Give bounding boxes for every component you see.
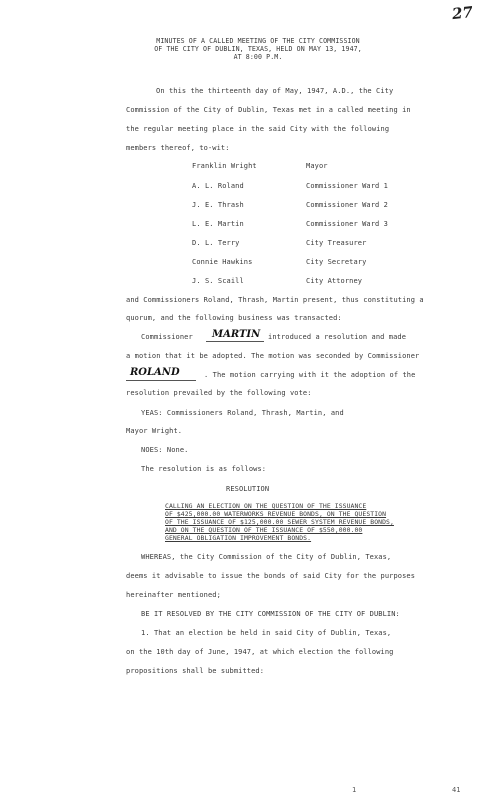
scan-mark: 1 <box>352 786 357 794</box>
member-name: L. E. Martin <box>192 220 244 228</box>
opening-line-2: Commission of the City of Dublin, Texas met in a called meeting in <box>126 106 411 114</box>
section-1-line-3: propositions shall be submitted: <box>126 667 265 675</box>
handwritten-seconder-name: ROLAND <box>130 367 180 378</box>
quorum-line-2: quorum, and the following business was transacted: <box>126 314 342 322</box>
member-title: Commissioner Ward 2 <box>306 201 388 209</box>
member-name: J. E. Thrash <box>192 201 244 209</box>
resolution-title-line-3: OF THE ISSUANCE OF $125,000.00 SEWER SYSTEM REVENUE BONDS, <box>165 518 394 526</box>
member-title: Commissioner Ward 3 <box>306 220 388 228</box>
heading-line-2: OF THE CITY OF DUBLIN, TEXAS, HELD ON MAY 13, 1947, <box>154 45 362 53</box>
resolution-heading: RESOLUTION <box>226 485 270 493</box>
seconder-underline <box>126 380 196 381</box>
quorum-line-1: and Commissioners Roland, Thrash, Martin present, thus constituting a <box>126 296 424 304</box>
motion-line-1-end: introduced a resolution and made <box>268 333 407 341</box>
opening-line-3: the regular meeting place in the said City with the following <box>126 125 390 133</box>
whereas-line-1: WHEREAS, the City Commission of the City of Dublin, Texas, <box>141 553 392 561</box>
heading-line-1: MINUTES OF A CALLED MEETING OF THE CITY COMMISSION <box>156 37 360 45</box>
whereas-line-3: hereinafter mentioned; <box>126 591 221 599</box>
opening-line-4: members thereof, to-wit: <box>126 144 230 152</box>
motion-line-4: resolution prevailed by the following vote: <box>126 389 312 397</box>
member-name: Franklin Wright <box>192 162 257 170</box>
opening-line-1: On this the thirteenth day of May, 1947, A.D., the City <box>156 87 394 95</box>
resolution-title-line-5: GENERAL OBLIGATION IMPROVEMENT BONDS. <box>165 534 312 542</box>
yeas-line-1: YEAS: Commissioners Roland, Thrash, Martin, and <box>141 409 344 417</box>
handwritten-mover-name: MARTIN <box>212 329 261 340</box>
member-title: Mayor <box>306 162 328 170</box>
member-name: A. L. Roland <box>192 182 244 190</box>
member-name: J. S. Scaill <box>192 277 244 285</box>
member-title: City Attorney <box>306 277 363 285</box>
member-title: Commissioner Ward 1 <box>306 182 388 190</box>
resolution-title-line-4: AND ON THE QUESTION OF THE ISSUANCE OF $550,000.00 <box>165 526 363 534</box>
noes-line: NOES: None. <box>141 446 189 454</box>
yeas-line-2: Mayor Wright. <box>126 427 183 435</box>
resolution-title-line-2: OF $425,000.00 WATERWORKS REVENUE BONDS, ON THE QUESTION <box>165 510 387 518</box>
mover-underline <box>206 341 264 342</box>
resolution-title-line-1: CALLING AN ELECTION ON THE QUESTION OF THE ISSUANCE <box>165 502 367 510</box>
motion-line-3-end: . The motion carrying with it the adoption of the <box>204 371 416 379</box>
motion-line-2: a motion that it be adopted. The motion was seconded by Commissioner <box>126 352 420 360</box>
scan-mark: 41 <box>452 786 461 794</box>
member-title: City Secretary <box>306 258 367 266</box>
heading-line-3: AT 8:00 P.M. <box>233 53 283 61</box>
whereas-line-2: deems it advisable to issue the bonds of said City for the purposes <box>126 572 416 580</box>
motion-line-1-start: Commissioner <box>141 333 193 341</box>
member-name: Connie Hawkins <box>192 258 253 266</box>
resolution-intro: The resolution is as follows: <box>141 465 267 473</box>
member-title: City Treasurer <box>306 239 367 247</box>
member-name: D. L. Terry <box>192 239 240 247</box>
page-number-handwritten: 27 <box>451 2 474 24</box>
section-1-line-1: 1. That an election be held in said City of Dublin, Texas, <box>141 629 392 637</box>
resolved-line: BE IT RESOLVED BY THE CITY COMMISSION OF THE CITY OF DUBLIN: <box>141 610 400 618</box>
section-1-line-2: on the 10th day of June, 1947, at which election the following <box>126 648 394 656</box>
